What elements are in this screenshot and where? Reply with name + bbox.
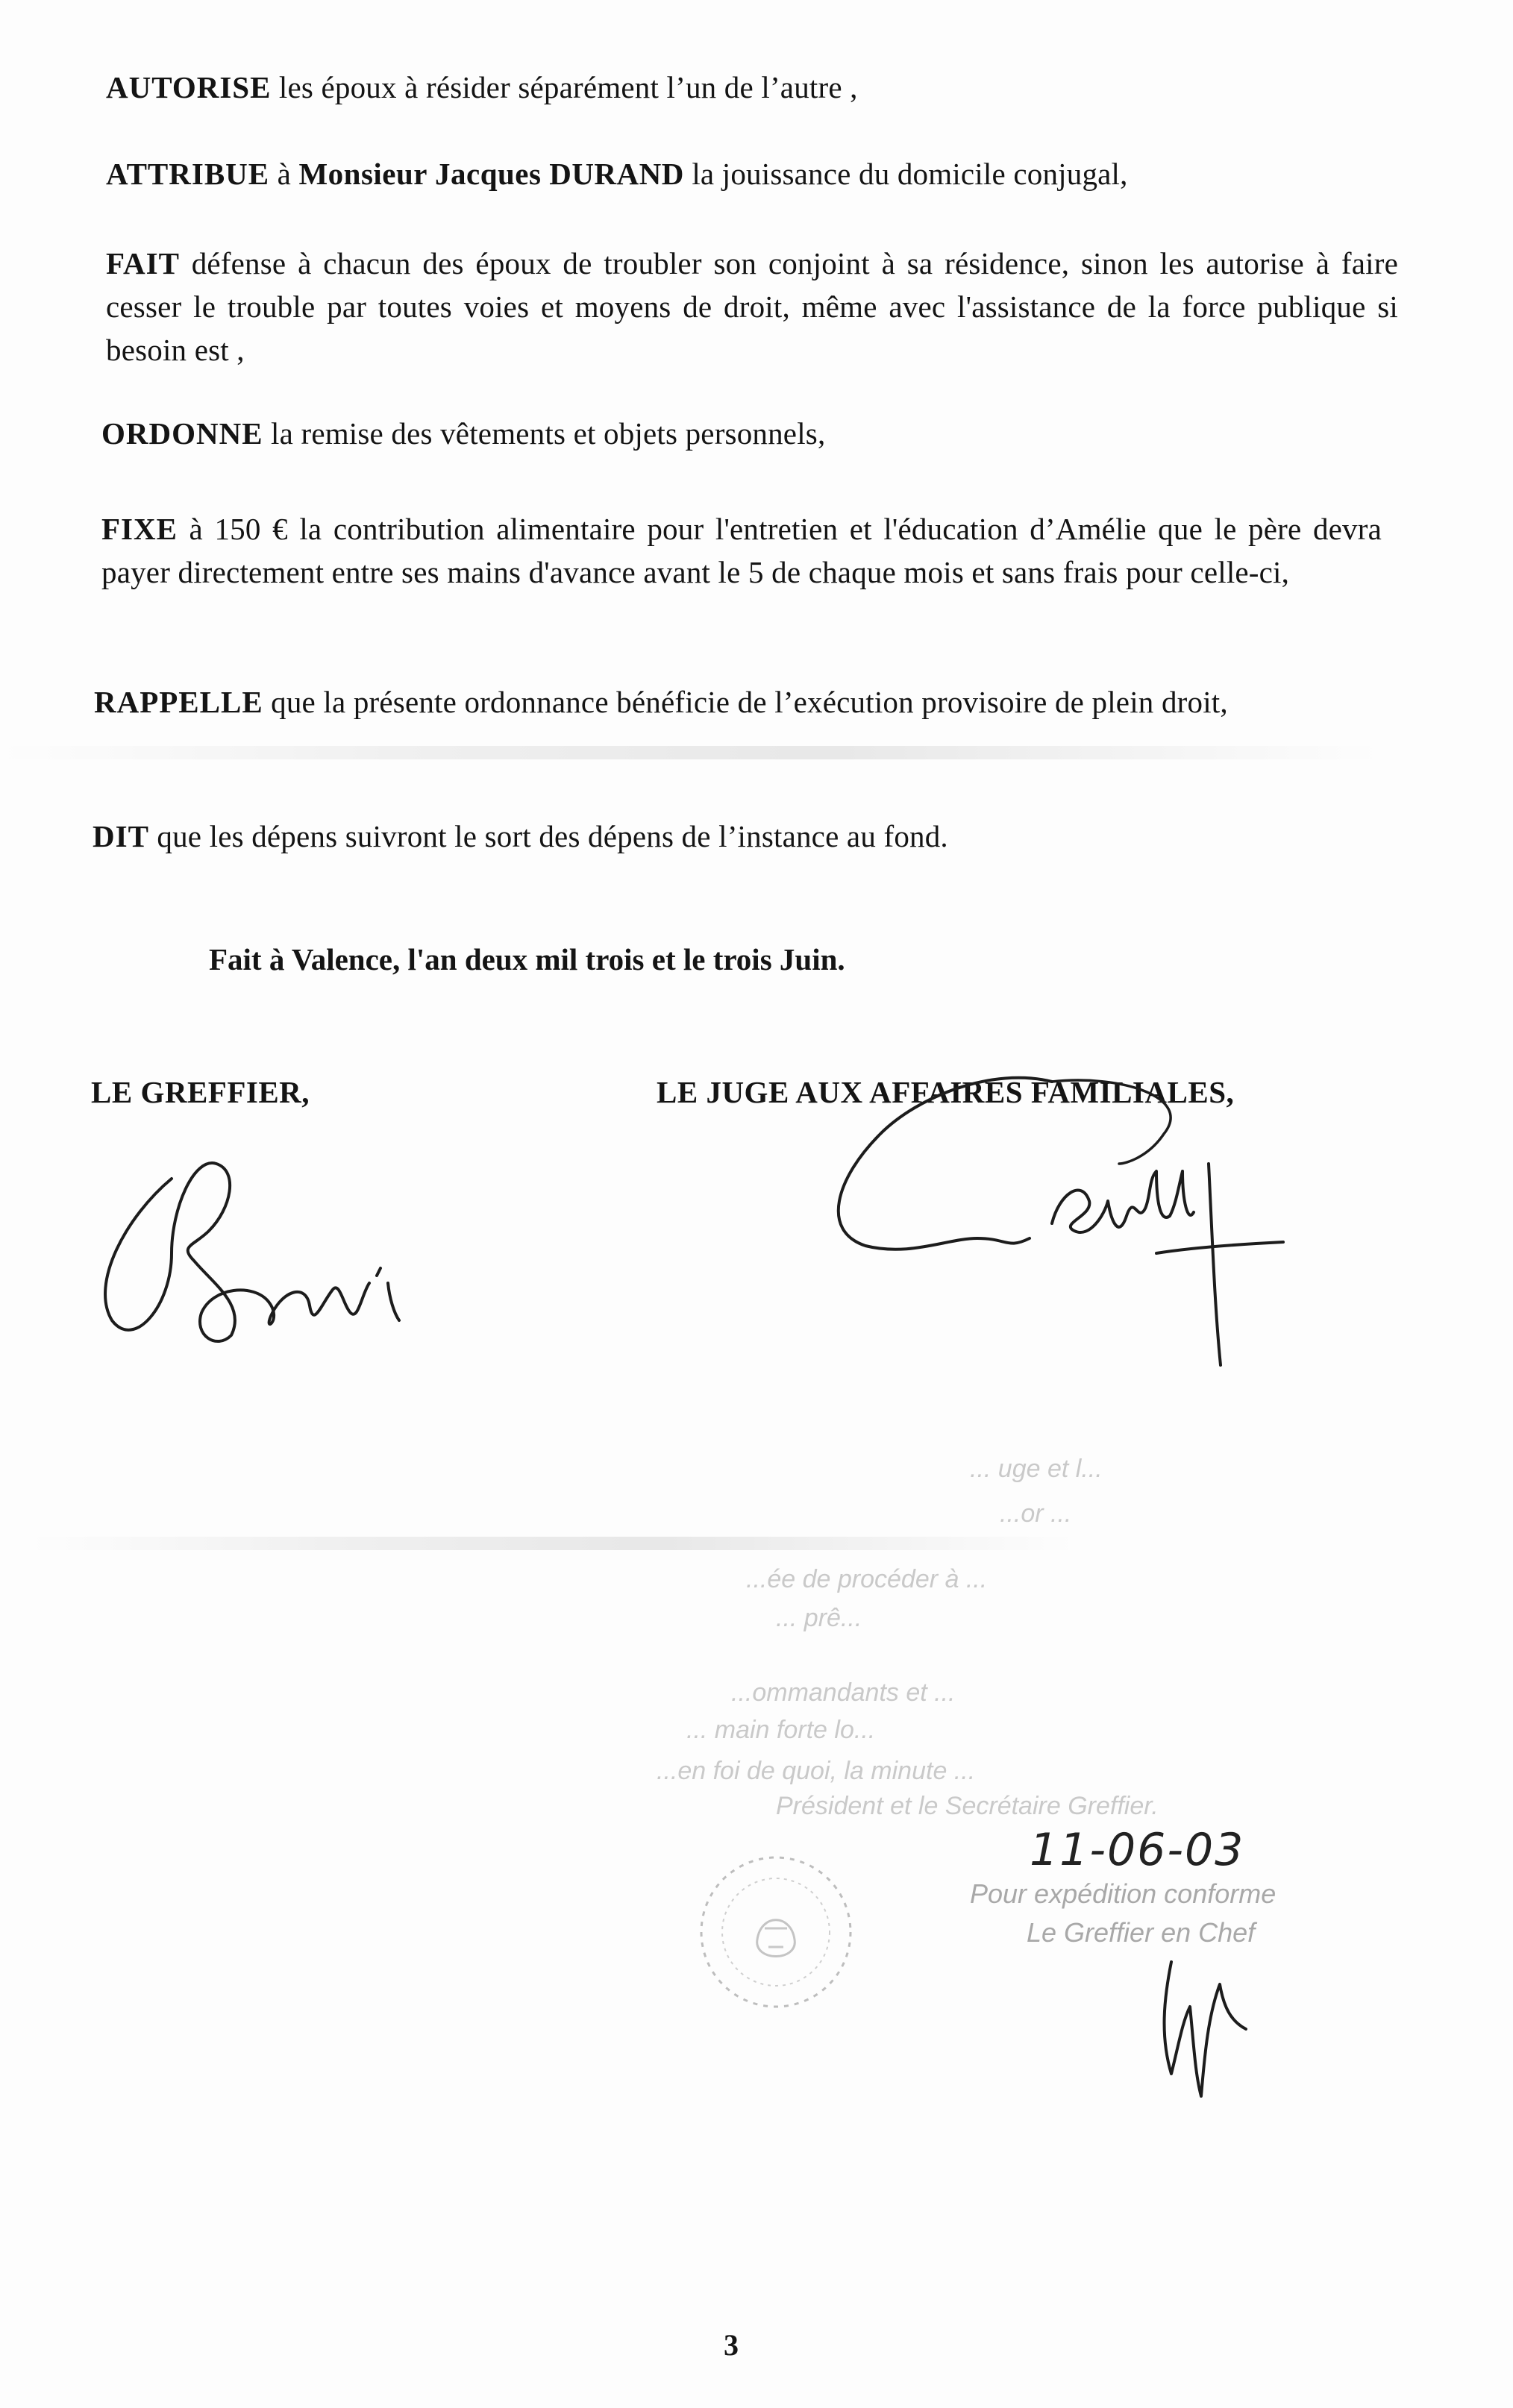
decision-ordonne (101, 412, 1385, 455)
decision-text: la jouissance du domicile conjugal, (683, 157, 1128, 191)
chief-clerk-signature (1149, 1940, 1268, 2104)
decision-text: défense à chacun des époux de troubler son conjoint à sa résidence, sinon les autorise à faire cesser le trouble par toutes voies et moyens de droit, même avec l'assistance de la force publique si besoin est , (106, 246, 1398, 367)
faint-certification-line: ...ommandants et ... (731, 1678, 956, 1707)
decision-text: que la présente ordonnance bénéficie de l’exécution provisoire de plein droit, (263, 685, 1228, 719)
decision-keyword: FIXE (101, 512, 178, 546)
judge-label: LE JUGE AUX AFFAIRES FAMILIALES, (657, 1075, 1235, 1109)
decision-fixe (101, 507, 1382, 594)
certification-date: 11-06-03 (1030, 1824, 1245, 1876)
scan-artifact (0, 746, 1380, 759)
certification-line: Pour expédition conforme (970, 1878, 1277, 1909)
decision-fait (106, 242, 1398, 371)
clerk-label: LE GREFFIER, (91, 1075, 310, 1109)
decision-keyword: FAIT (106, 246, 180, 280)
decision-keyword: ORDONNE (101, 416, 263, 451)
decision-keyword: RAPPELLE (94, 685, 263, 719)
decision-text-before: à (269, 157, 299, 191)
scan-artifact (30, 1537, 1074, 1550)
decision-text: à 150 € la contribution alimentaire pour l'entretien et l'éducation d’Amélie que le père devra payer directement entre ses mains d'avance avant le 5 de chaque mois et sans frais pour celle-ci, (101, 512, 1382, 589)
decision-dit (93, 815, 1376, 858)
faint-certification-line: ...ée de procéder à ... (746, 1565, 988, 1593)
decision-keyword: AUTORISE (106, 70, 272, 104)
clerk-signature (82, 1134, 425, 1358)
faint-certification-line: ... main forte lo... (686, 1716, 876, 1744)
decision-text: la remise des vêtements et objets personnels, (263, 416, 826, 451)
party-name: Monsieur Jacques DURAND (298, 157, 684, 191)
decision-keyword: DIT (93, 819, 149, 853)
certification-line: Le Greffier en Chef (1027, 1917, 1256, 1948)
decision-text: que les dépens suivront le sort des dépens de l’instance au fond. (148, 819, 948, 853)
decision-attribue (106, 152, 1419, 195)
faint-certification-line: Président et le Secrétaire Greffier. (776, 1792, 1159, 1820)
decision-autorise (106, 66, 1389, 109)
judge-signature (806, 1052, 1283, 1380)
page-number: 3 (724, 2328, 739, 2362)
faint-certification-line: ... uge et l... (970, 1455, 1103, 1483)
decision-text: les époux à résider séparément l’un de l’autre , (271, 70, 858, 104)
court-seal (686, 1843, 865, 2022)
faint-certification-line: ...or ... (1000, 1499, 1072, 1528)
faint-certification-line: ... prê... (776, 1604, 862, 1632)
decision-keyword: ATTRIBUE (106, 157, 270, 191)
faint-certification-line: ...en foi de quoi, la minute ... (657, 1757, 976, 1785)
place-and-date: Fait à Valence, l'an deux mil trois et le trois Juin. (209, 942, 845, 976)
decision-rappelle (94, 680, 1380, 724)
